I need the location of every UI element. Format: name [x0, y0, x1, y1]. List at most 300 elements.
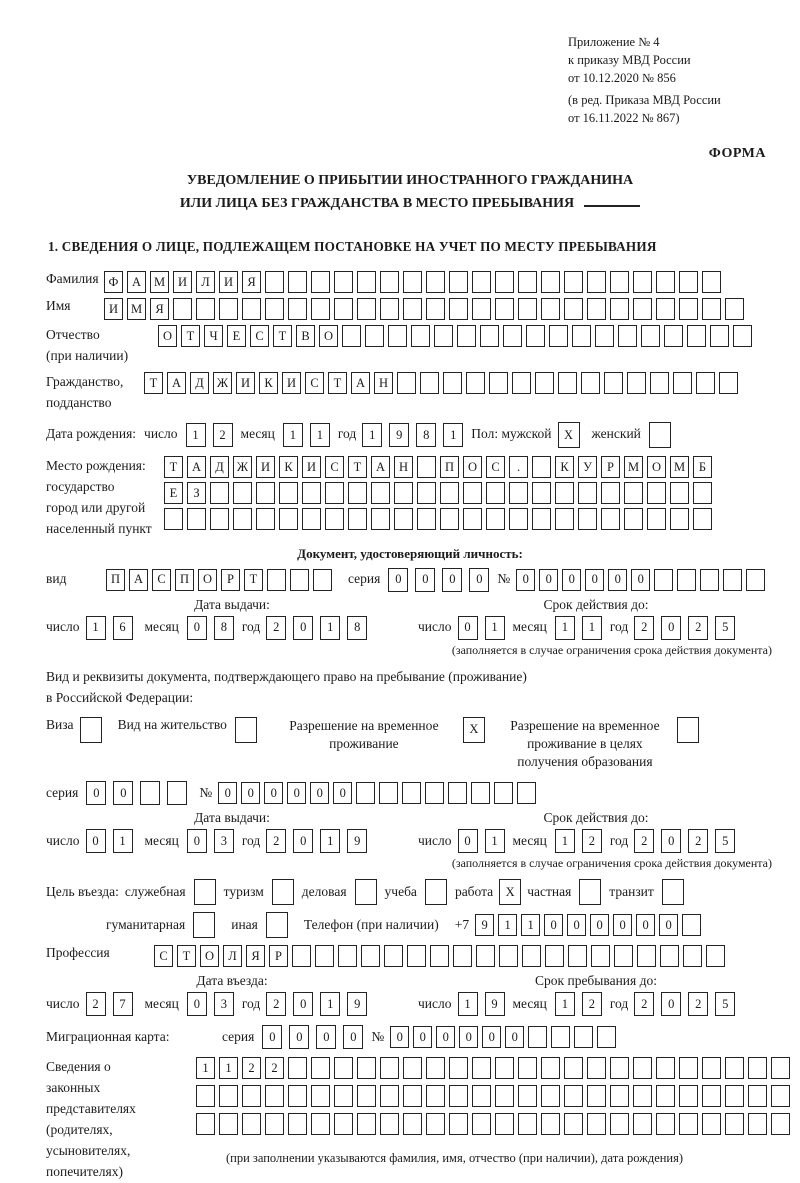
- form-cell[interactable]: [313, 569, 332, 591]
- form-cell[interactable]: [449, 1057, 468, 1079]
- form-cell[interactable]: 0: [262, 1025, 282, 1049]
- form-cell[interactable]: [633, 271, 652, 293]
- form-cell[interactable]: 9: [475, 914, 494, 936]
- form-cell[interactable]: [558, 372, 577, 394]
- form-cell[interactable]: [555, 508, 574, 530]
- form-cell[interactable]: [702, 271, 721, 293]
- form-cell[interactable]: 0: [293, 992, 313, 1016]
- form-cell[interactable]: А: [127, 271, 146, 293]
- form-cell[interactable]: [440, 482, 459, 504]
- form-cell[interactable]: [541, 1057, 560, 1079]
- form-cell[interactable]: [266, 912, 288, 938]
- form-cell[interactable]: 0: [86, 829, 106, 853]
- form-cell[interactable]: 3: [214, 992, 234, 1016]
- form-cell[interactable]: [288, 1085, 307, 1107]
- form-cell[interactable]: [342, 325, 361, 347]
- form-cell[interactable]: [256, 508, 275, 530]
- form-cell[interactable]: [489, 372, 508, 394]
- form-cell[interactable]: [725, 1057, 744, 1079]
- form-cell[interactable]: К: [259, 372, 278, 394]
- form-cell[interactable]: 0: [187, 616, 207, 640]
- form-cell[interactable]: Р: [601, 456, 620, 478]
- form-cell[interactable]: [380, 1057, 399, 1079]
- form-cell[interactable]: [357, 1113, 376, 1135]
- form-cell[interactable]: [434, 325, 453, 347]
- form-cell[interactable]: О: [200, 945, 219, 967]
- form-cell[interactable]: [748, 1113, 767, 1135]
- form-cell[interactable]: С: [250, 325, 269, 347]
- form-cell[interactable]: [325, 508, 344, 530]
- form-cell[interactable]: А: [351, 372, 370, 394]
- form-cell[interactable]: Т: [244, 569, 263, 591]
- form-cell[interactable]: 1: [458, 992, 478, 1016]
- form-cell[interactable]: 1: [283, 423, 303, 447]
- form-cell[interactable]: [290, 569, 309, 591]
- form-cell[interactable]: [472, 1113, 491, 1135]
- form-cell[interactable]: [265, 298, 284, 320]
- form-cell[interactable]: [397, 372, 416, 394]
- form-cell[interactable]: [495, 298, 514, 320]
- form-cell[interactable]: [700, 569, 719, 591]
- form-cell[interactable]: [551, 1026, 570, 1048]
- form-cell[interactable]: [748, 1057, 767, 1079]
- form-cell[interactable]: 2: [582, 829, 602, 853]
- form-cell[interactable]: 2: [634, 992, 654, 1016]
- form-cell[interactable]: [587, 298, 606, 320]
- form-cell[interactable]: Ф: [104, 271, 123, 293]
- form-cell[interactable]: П: [175, 569, 194, 591]
- form-cell[interactable]: [315, 945, 334, 967]
- form-cell[interactable]: 6: [113, 616, 133, 640]
- form-cell[interactable]: [647, 482, 666, 504]
- form-cell[interactable]: [334, 1085, 353, 1107]
- form-cell[interactable]: [440, 508, 459, 530]
- form-cell[interactable]: 9: [347, 992, 367, 1016]
- form-cell[interactable]: 0: [333, 782, 352, 804]
- form-cell[interactable]: [555, 482, 574, 504]
- form-cell[interactable]: 1: [186, 423, 206, 447]
- form-cell[interactable]: 0: [613, 914, 632, 936]
- form-cell[interactable]: X: [499, 879, 521, 905]
- form-cell[interactable]: 0: [442, 568, 462, 592]
- form-cell[interactable]: 1: [320, 992, 340, 1016]
- form-cell[interactable]: [725, 1113, 744, 1135]
- form-cell[interactable]: [610, 271, 629, 293]
- form-cell[interactable]: В: [296, 325, 315, 347]
- form-cell[interactable]: [641, 325, 660, 347]
- form-cell[interactable]: [656, 1085, 675, 1107]
- form-cell[interactable]: 0: [631, 569, 650, 591]
- form-cell[interactable]: 1: [582, 616, 602, 640]
- form-cell[interactable]: [518, 298, 537, 320]
- form-cell[interactable]: 0: [539, 569, 558, 591]
- form-cell[interactable]: З: [187, 482, 206, 504]
- form-cell[interactable]: [656, 1113, 675, 1135]
- form-cell[interactable]: [417, 508, 436, 530]
- form-cell[interactable]: 2: [266, 992, 286, 1016]
- form-cell[interactable]: [574, 1026, 593, 1048]
- form-cell[interactable]: [448, 782, 467, 804]
- form-cell[interactable]: 2: [86, 992, 106, 1016]
- form-cell[interactable]: [476, 945, 495, 967]
- form-cell[interactable]: [610, 1113, 629, 1135]
- form-cell[interactable]: [601, 508, 620, 530]
- form-cell[interactable]: [417, 456, 436, 478]
- form-cell[interactable]: А: [167, 372, 186, 394]
- form-cell[interactable]: 0: [264, 782, 283, 804]
- form-cell[interactable]: [677, 569, 696, 591]
- form-cell[interactable]: [719, 372, 738, 394]
- form-cell[interactable]: [702, 1057, 721, 1079]
- form-cell[interactable]: [679, 1085, 698, 1107]
- form-cell[interactable]: 3: [214, 829, 234, 853]
- form-cell[interactable]: [449, 1085, 468, 1107]
- form-cell[interactable]: 7: [113, 992, 133, 1016]
- form-cell[interactable]: [417, 482, 436, 504]
- form-cell[interactable]: 0: [241, 782, 260, 804]
- form-cell[interactable]: [334, 298, 353, 320]
- form-cell[interactable]: [702, 298, 721, 320]
- form-cell[interactable]: И: [282, 372, 301, 394]
- form-cell[interactable]: 1: [86, 616, 106, 640]
- form-cell[interactable]: [472, 298, 491, 320]
- form-cell[interactable]: [710, 325, 729, 347]
- form-cell[interactable]: А: [187, 456, 206, 478]
- form-cell[interactable]: [633, 1085, 652, 1107]
- form-cell[interactable]: [601, 482, 620, 504]
- form-cell[interactable]: [564, 1085, 583, 1107]
- form-cell[interactable]: [518, 1057, 537, 1079]
- form-cell[interactable]: [624, 508, 643, 530]
- form-cell[interactable]: Я: [246, 945, 265, 967]
- form-cell[interactable]: 0: [482, 1026, 501, 1048]
- form-cell[interactable]: Е: [227, 325, 246, 347]
- form-cell[interactable]: Д: [190, 372, 209, 394]
- form-cell[interactable]: 1: [113, 829, 133, 853]
- form-cell[interactable]: [682, 914, 701, 936]
- form-cell[interactable]: 2: [582, 992, 602, 1016]
- form-cell[interactable]: 0: [661, 992, 681, 1016]
- form-cell[interactable]: Я: [242, 271, 261, 293]
- form-cell[interactable]: [279, 508, 298, 530]
- form-cell[interactable]: И: [256, 456, 275, 478]
- form-cell[interactable]: 0: [343, 1025, 363, 1049]
- form-cell[interactable]: П: [440, 456, 459, 478]
- form-cell[interactable]: И: [173, 271, 192, 293]
- form-cell[interactable]: [288, 298, 307, 320]
- form-cell[interactable]: [587, 1085, 606, 1107]
- form-cell[interactable]: 0: [287, 782, 306, 804]
- form-cell[interactable]: О: [198, 569, 217, 591]
- form-cell[interactable]: 1: [320, 829, 340, 853]
- form-cell[interactable]: [357, 298, 376, 320]
- form-cell[interactable]: 0: [218, 782, 237, 804]
- form-cell[interactable]: Б: [693, 456, 712, 478]
- form-cell[interactable]: [388, 325, 407, 347]
- form-cell[interactable]: [517, 782, 536, 804]
- form-cell[interactable]: [196, 298, 215, 320]
- form-cell[interactable]: [371, 482, 390, 504]
- form-cell[interactable]: [528, 1026, 547, 1048]
- form-cell[interactable]: [656, 1057, 675, 1079]
- form-cell[interactable]: [472, 1057, 491, 1079]
- form-cell[interactable]: [662, 879, 684, 905]
- form-cell[interactable]: [233, 482, 252, 504]
- form-cell[interactable]: [748, 1085, 767, 1107]
- form-cell[interactable]: [196, 1085, 215, 1107]
- form-cell[interactable]: [595, 325, 614, 347]
- form-cell[interactable]: [361, 945, 380, 967]
- form-cell[interactable]: [302, 482, 321, 504]
- form-cell[interactable]: [679, 1113, 698, 1135]
- form-cell[interactable]: [453, 945, 472, 967]
- form-cell[interactable]: [279, 482, 298, 504]
- form-cell[interactable]: [733, 325, 752, 347]
- form-cell[interactable]: 0: [459, 1026, 478, 1048]
- form-cell[interactable]: [610, 1085, 629, 1107]
- form-cell[interactable]: [541, 298, 560, 320]
- form-cell[interactable]: [746, 569, 765, 591]
- form-cell[interactable]: [140, 781, 160, 805]
- form-cell[interactable]: [509, 508, 528, 530]
- form-cell[interactable]: 0: [390, 1026, 409, 1048]
- form-cell[interactable]: [267, 569, 286, 591]
- form-cell[interactable]: Т: [144, 372, 163, 394]
- form-cell[interactable]: 0: [590, 914, 609, 936]
- form-cell[interactable]: О: [463, 456, 482, 478]
- form-cell[interactable]: [587, 1113, 606, 1135]
- form-cell[interactable]: [210, 508, 229, 530]
- form-cell[interactable]: П: [106, 569, 125, 591]
- form-cell[interactable]: 8: [347, 616, 367, 640]
- form-cell[interactable]: Р: [221, 569, 240, 591]
- form-cell[interactable]: [677, 717, 699, 743]
- form-cell[interactable]: С: [152, 569, 171, 591]
- form-cell[interactable]: [425, 879, 447, 905]
- form-cell[interactable]: [509, 482, 528, 504]
- form-cell[interactable]: [265, 1113, 284, 1135]
- form-cell[interactable]: Т: [328, 372, 347, 394]
- form-cell[interactable]: М: [127, 298, 146, 320]
- form-cell[interactable]: 0: [388, 568, 408, 592]
- form-cell[interactable]: [649, 422, 671, 448]
- form-cell[interactable]: О: [158, 325, 177, 347]
- form-cell[interactable]: [564, 271, 583, 293]
- form-cell[interactable]: Т: [348, 456, 367, 478]
- form-cell[interactable]: 1: [219, 1057, 238, 1079]
- form-cell[interactable]: [591, 945, 610, 967]
- form-cell[interactable]: [311, 298, 330, 320]
- form-cell[interactable]: [348, 508, 367, 530]
- form-cell[interactable]: [637, 945, 656, 967]
- form-cell[interactable]: 0: [661, 616, 681, 640]
- form-cell[interactable]: И: [104, 298, 123, 320]
- form-cell[interactable]: [535, 372, 554, 394]
- form-cell[interactable]: 0: [608, 569, 627, 591]
- form-cell[interactable]: [581, 372, 600, 394]
- form-cell[interactable]: [288, 1057, 307, 1079]
- form-cell[interactable]: [187, 508, 206, 530]
- form-cell[interactable]: К: [555, 456, 574, 478]
- form-cell[interactable]: 0: [458, 829, 478, 853]
- form-cell[interactable]: [532, 508, 551, 530]
- form-cell[interactable]: [426, 271, 445, 293]
- form-cell[interactable]: 0: [659, 914, 678, 936]
- form-cell[interactable]: О: [319, 325, 338, 347]
- form-cell[interactable]: [578, 508, 597, 530]
- form-cell[interactable]: [466, 372, 485, 394]
- form-cell[interactable]: [407, 945, 426, 967]
- form-cell[interactable]: [256, 482, 275, 504]
- form-cell[interactable]: [647, 508, 666, 530]
- form-cell[interactable]: [679, 1057, 698, 1079]
- form-cell[interactable]: [610, 1057, 629, 1079]
- form-cell[interactable]: [578, 482, 597, 504]
- form-cell[interactable]: [522, 945, 541, 967]
- form-cell[interactable]: [219, 1085, 238, 1107]
- form-cell[interactable]: М: [624, 456, 643, 478]
- form-cell[interactable]: 1: [521, 914, 540, 936]
- form-cell[interactable]: [545, 945, 564, 967]
- form-cell[interactable]: [426, 1057, 445, 1079]
- form-cell[interactable]: [618, 325, 637, 347]
- form-cell[interactable]: [495, 1057, 514, 1079]
- form-cell[interactable]: Ж: [213, 372, 232, 394]
- form-cell[interactable]: 8: [214, 616, 234, 640]
- form-cell[interactable]: [288, 271, 307, 293]
- form-cell[interactable]: [472, 271, 491, 293]
- form-cell[interactable]: [394, 482, 413, 504]
- form-cell[interactable]: [379, 782, 398, 804]
- form-cell[interactable]: [495, 1113, 514, 1135]
- form-cell[interactable]: [357, 1085, 376, 1107]
- form-cell[interactable]: [426, 1113, 445, 1135]
- form-cell[interactable]: [572, 325, 591, 347]
- form-cell[interactable]: [471, 782, 490, 804]
- form-cell[interactable]: 0: [544, 914, 563, 936]
- form-cell[interactable]: Е: [164, 482, 183, 504]
- form-cell[interactable]: [325, 482, 344, 504]
- form-cell[interactable]: [771, 1113, 790, 1135]
- form-cell[interactable]: [495, 271, 514, 293]
- form-cell[interactable]: [380, 298, 399, 320]
- form-cell[interactable]: [426, 1085, 445, 1107]
- form-cell[interactable]: [311, 1113, 330, 1135]
- form-cell[interactable]: [532, 456, 551, 478]
- form-cell[interactable]: [518, 271, 537, 293]
- form-cell[interactable]: [526, 325, 545, 347]
- form-cell[interactable]: [311, 1085, 330, 1107]
- form-cell[interactable]: 8: [416, 423, 436, 447]
- form-cell[interactable]: [355, 879, 377, 905]
- form-cell[interactable]: [654, 569, 673, 591]
- form-cell[interactable]: [503, 325, 522, 347]
- form-cell[interactable]: Т: [181, 325, 200, 347]
- form-cell[interactable]: [656, 298, 675, 320]
- form-cell[interactable]: 2: [688, 992, 708, 1016]
- form-cell[interactable]: [670, 508, 689, 530]
- form-cell[interactable]: [679, 298, 698, 320]
- form-cell[interactable]: [457, 325, 476, 347]
- form-cell[interactable]: А: [129, 569, 148, 591]
- form-cell[interactable]: [650, 372, 669, 394]
- form-cell[interactable]: 2: [266, 616, 286, 640]
- form-cell[interactable]: [403, 1085, 422, 1107]
- form-cell[interactable]: [449, 1113, 468, 1135]
- form-cell[interactable]: [403, 271, 422, 293]
- form-cell[interactable]: 0: [661, 829, 681, 853]
- form-cell[interactable]: [725, 298, 744, 320]
- form-cell[interactable]: 2: [634, 829, 654, 853]
- form-cell[interactable]: 9: [485, 992, 505, 1016]
- form-cell[interactable]: [411, 325, 430, 347]
- form-cell[interactable]: 0: [293, 829, 313, 853]
- form-cell[interactable]: [597, 1026, 616, 1048]
- form-cell[interactable]: 0: [458, 616, 478, 640]
- form-cell[interactable]: [242, 298, 261, 320]
- form-cell[interactable]: [443, 372, 462, 394]
- form-cell[interactable]: [338, 945, 357, 967]
- form-cell[interactable]: 0: [316, 1025, 336, 1049]
- form-cell[interactable]: М: [150, 271, 169, 293]
- form-cell[interactable]: А: [371, 456, 390, 478]
- form-cell[interactable]: [633, 1113, 652, 1135]
- form-cell[interactable]: Т: [164, 456, 183, 478]
- form-cell[interactable]: [486, 508, 505, 530]
- form-cell[interactable]: [242, 1113, 261, 1135]
- form-cell[interactable]: [579, 879, 601, 905]
- form-cell[interactable]: [233, 508, 252, 530]
- form-cell[interactable]: 2: [265, 1057, 284, 1079]
- form-cell[interactable]: [426, 298, 445, 320]
- form-cell[interactable]: 9: [389, 423, 409, 447]
- form-cell[interactable]: 0: [415, 568, 435, 592]
- form-cell[interactable]: 2: [213, 423, 233, 447]
- form-cell[interactable]: [194, 879, 216, 905]
- form-cell[interactable]: [512, 372, 531, 394]
- form-cell[interactable]: 0: [469, 568, 489, 592]
- form-cell[interactable]: 1: [443, 423, 463, 447]
- form-cell[interactable]: [173, 298, 192, 320]
- form-cell[interactable]: 1: [310, 423, 330, 447]
- form-cell[interactable]: [624, 482, 643, 504]
- form-cell[interactable]: 1: [485, 616, 505, 640]
- form-cell[interactable]: [302, 508, 321, 530]
- form-cell[interactable]: 0: [113, 781, 133, 805]
- form-cell[interactable]: С: [486, 456, 505, 478]
- form-cell[interactable]: М: [670, 456, 689, 478]
- form-cell[interactable]: [486, 482, 505, 504]
- form-cell[interactable]: И: [302, 456, 321, 478]
- form-cell[interactable]: 0: [289, 1025, 309, 1049]
- form-cell[interactable]: [499, 945, 518, 967]
- form-cell[interactable]: [771, 1085, 790, 1107]
- form-cell[interactable]: [702, 1113, 721, 1135]
- form-cell[interactable]: 0: [436, 1026, 455, 1048]
- form-cell[interactable]: С: [154, 945, 173, 967]
- form-cell[interactable]: [334, 1057, 353, 1079]
- form-cell[interactable]: .: [509, 456, 528, 478]
- form-cell[interactable]: [495, 1085, 514, 1107]
- form-cell[interactable]: [687, 325, 706, 347]
- form-cell[interactable]: [356, 782, 375, 804]
- form-cell[interactable]: Л: [196, 271, 215, 293]
- form-cell[interactable]: 2: [266, 829, 286, 853]
- form-cell[interactable]: Д: [210, 456, 229, 478]
- form-cell[interactable]: [541, 1113, 560, 1135]
- form-cell[interactable]: [683, 945, 702, 967]
- form-cell[interactable]: Ж: [233, 456, 252, 478]
